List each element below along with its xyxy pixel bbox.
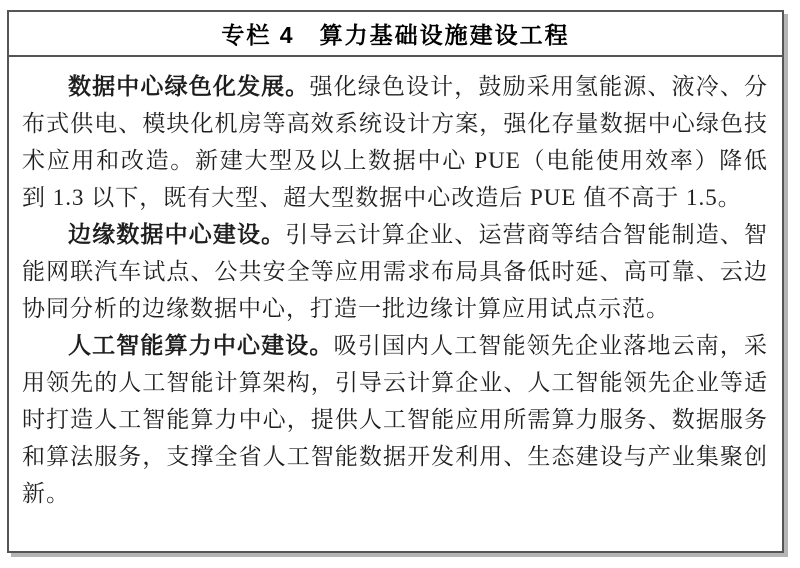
- panel-title-bar: [9, 12, 782, 57]
- panel-body: [9, 57, 782, 512]
- paragraph-edge-datacenter-lead: 边缘数据中心建设。: [68, 222, 286, 247]
- paragraph-edge-datacenter: [22, 216, 768, 327]
- special-column-panel: [7, 10, 784, 553]
- paragraph-ai-computing-center: [22, 327, 768, 512]
- paragraph-ai-computing-center-text: 吸引国内人工智能领先企业落地云南，采用领先的人工智能计算架构，引导云计算企业、人工智能领先企业等适时打造人工智能算力中心，提供人工智能应用所需算力服务、数据服务和算法服务，支撑全省人工智能数据开发利用、生态建设与产业集聚创新。: [22, 333, 769, 506]
- paragraph-green-datacenter-text: 强化绿色设计，鼓励采用氢能源、液冷、分布式供电、模块化机房等高效系统设计方案，强化存量数据中心绿色技术应用和改造。新建大型及以上数据中心 PUE（电能使用效率）降低到 1.3 以下，既有大型、超大型数据中心改造后 PUE 值不高于 1.5。: [22, 74, 769, 210]
- paragraph-green-datacenter: [22, 68, 768, 216]
- paragraph-edge-datacenter-text: 引导云计算企业、运营商等结合智能制造、智能网联汽车试点、公共安全等应用需求布局具备低时延、高可靠、云边协同分析的边缘数据中心，打造一批边缘计算应用试点示范。: [22, 222, 769, 321]
- panel-title-text: 专栏 4 算力基础设施建设工程: [221, 22, 570, 48]
- paragraph-ai-computing-center-lead: 人工智能算力中心建设。: [68, 333, 334, 358]
- paragraph-green-datacenter-lead: 数据中心绿色化发展。: [68, 74, 310, 99]
